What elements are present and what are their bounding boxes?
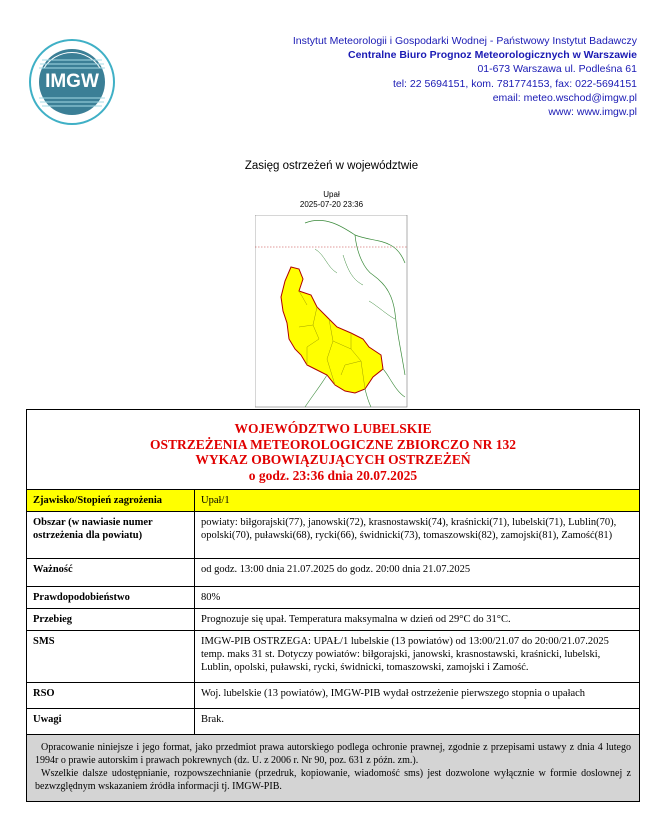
phone-line: tel: 22 5694151, kom. 781774153, fax: 022-5694151	[392, 77, 637, 90]
row-value: Prognozuje się upał. Temperatura maksymalna w dzień od 29°C do 31°C.	[195, 609, 640, 631]
copyright-footer	[27, 734, 639, 801]
map-subtitle	[0, 190, 663, 210]
row-label: Ważność	[27, 559, 195, 587]
warning-map	[255, 215, 415, 415]
row-value: powiaty: biłgorajski(77), janowski(72), krasnostawski(74), kraśnicki(71), lubelski(71), Lublin(70), opolski(70), puławski(68), rycki(66), świdnicki(73), tomaszowski(82), zamojski(81), Zamość(81)	[195, 512, 640, 559]
map-timestamp: 2025-07-20 23:36	[299, 200, 364, 209]
row-label: Zjawisko/Stopień zagrożenia	[27, 490, 195, 512]
table-row-area	[27, 512, 639, 559]
institute-line: Instytut Meteorologii i Gospodarki Wodnej - Państwowy Instytut Badawczy	[292, 35, 637, 47]
table-row-validity	[27, 559, 639, 587]
row-label: Obszar (w nawiasie numer ostrzeżenia dla powiatu)	[27, 512, 195, 559]
row-label: Przebieg	[27, 609, 195, 631]
imgw-logo	[28, 38, 116, 126]
row-label: Prawdopodobieństwo	[27, 587, 195, 609]
logo-text: IMGW	[45, 71, 99, 92]
row-value: 80%	[195, 587, 640, 609]
table-row-rso	[27, 683, 639, 709]
heading-warnings: OSTRZEŻENIA METEOROLOGICZNE ZBIORCZO NR 132	[149, 436, 517, 452]
heading-voivodeship: WOJEWÓDZTWO LUBELSKIE	[234, 421, 432, 436]
redistribution-text: Wszelkie dalsze udostępnianie, rozpowszechnianie (przedruk, kopiowanie, wiadomość sms) jest dozwolone wyłącznie w formie doslownej z bezwzględnym wskazaniem źródła informacji tj. IMGW-PIB.	[35, 768, 631, 792]
warning-document	[26, 409, 640, 802]
warning-table	[27, 489, 639, 734]
row-label: RSO	[27, 683, 195, 709]
contact-block	[293, 34, 637, 119]
www-line: www: www.imgw.pl	[548, 106, 637, 119]
email-line: email: meteo.wschod@imgw.pl	[492, 91, 637, 104]
table-row-notes	[27, 709, 639, 735]
row-label: Uwagi	[27, 709, 195, 735]
map-phenomenon: Upał	[323, 190, 340, 199]
heading-time: o godz. 23:36 dnia 20.07.2025	[248, 467, 418, 483]
row-value: Woj. lubelskie (13 powiatów), IMGW-PIB wydał ostrzeżenie pierwszego stopnia o upałach	[195, 683, 640, 709]
bureau-line: Centralne Biuro Prognoz Meteorologicznych w Warszawie	[348, 49, 637, 62]
table-row-phenomenon	[27, 490, 639, 512]
address-line: 01-673 Warszawa ul. Podleśna 61	[477, 63, 637, 76]
page-header	[0, 0, 663, 140]
document-heading	[27, 410, 639, 489]
row-value: Brak.	[195, 709, 640, 735]
table-row-course	[27, 609, 639, 631]
table-row-sms	[27, 631, 639, 683]
table-row-probability	[27, 587, 639, 609]
map-title: Zasięg ostrzeżeń w województwie	[244, 160, 419, 172]
copyright-text: Opracowanie niniejsze i jego format, jako przedmiot prawa autorskiego podlega ochronie prawnej, zgodnie z przepisami ustawy z dnia 4 lutego 1994r o prawie autorskim i prawach pokrewnych (dz. U. z 2006 r. Nr 90, poz. 631 z późn. zm.).	[35, 742, 631, 766]
row-label: SMS	[27, 631, 195, 683]
heading-list: WYKAZ OBOWIĄZUJĄCYCH OSTRZEŻEŃ	[195, 452, 471, 467]
row-value: IMGW-PIB OSTRZEGA: UPAŁ/1 lubelskie (13 powiatów) od 13:00/21.07 do 20:00/21.07.2025 temp. maks 31 st. Dotyczy powiatów: biłgorajski, janowski, krasnostawski, kraśnicki, lubelski, Lublin, opolski, puławski, rycki, świdnicki, tomaszowski, zamojski i Zamość.	[195, 631, 640, 683]
row-value: od godz. 13:00 dnia 21.07.2025 do godz. 20:00 dnia 21.07.2025	[195, 559, 640, 587]
row-value: Upał/1	[195, 490, 640, 512]
